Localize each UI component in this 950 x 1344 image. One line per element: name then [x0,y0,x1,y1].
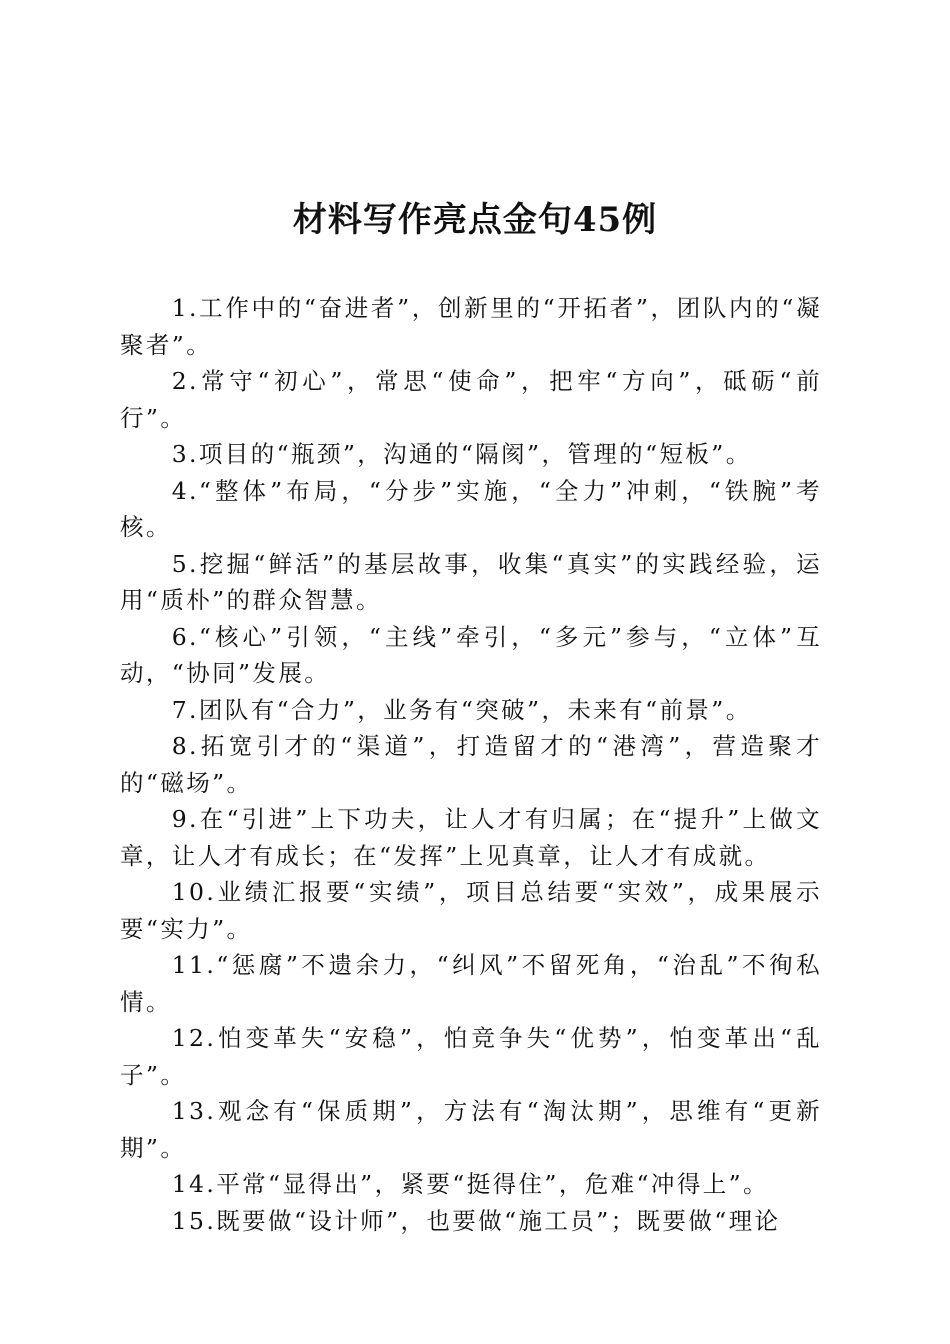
paragraph-7: 7.团队有“合力”，业务有“突破”，未来有“前景”。 [171,695,752,724]
paragraph-9: 9.在“引进”上下功夫，让人才有归属；在“提升”上做文章，让人才有成长；在“发挥”上见真章，让人才有成就。 [120,805,822,870]
paragraph-14: 14.平常“显得出”，紧要“挺得住”，危难“冲得上”。 [171,1170,769,1198]
paragraph-5: 5.挖掘“鲜活”的基层故事，收集“真实”的实践经验，运用“质朴”的群众智慧。 [120,549,822,614]
document-body [120,290,822,1239]
paragraph-13: 13.观念有“保质期”，方法有“淘汰期”，思维有“更新期”。 [120,1097,822,1162]
paragraph-12: 12.怕变革失“安稳”，怕竞争失“优势”，怕变革出“乱子”。 [120,1024,822,1089]
paragraph-15: 15.既要做“设计师”，也要做“施工员”；既要做“理论 [171,1206,781,1235]
paragraph-4: 4.“整体”布局，“分步”实施，“全力”冲刺，“铁腕”考核。 [120,476,822,541]
paragraph-10: 10.业绩汇报要“实绩”，项目总结要“实效”，成果展示要“实力”。 [120,878,822,943]
paragraph-1: 1.工作中的“奋进者”，创新里的“开拓者”，团队内的“凝聚者”。 [120,294,822,359]
paragraph-11: 11.“惩腐”不遗余力，“纠风”不留死角，“治乱”不徇私情。 [120,951,822,1016]
paragraph-6: 6.“核心”引领，“主线”牵引，“多元”参与，“立体”互动，“协同”发展。 [120,622,822,687]
document-title: 材料写作亮点金句45例 [292,200,658,240]
paragraph-3: 3.项目的“瓶颈”，沟通的“隔阂”，管理的“短板”。 [171,440,752,468]
paragraph-2: 2.常守“初心”，常思“使命”，把牢“方向”，砥砺“前行”。 [120,367,822,432]
paragraph-8: 8.拓宽引才的“渠道”，打造留才的“港湾”，营造聚才的“磁场”。 [120,732,822,797]
